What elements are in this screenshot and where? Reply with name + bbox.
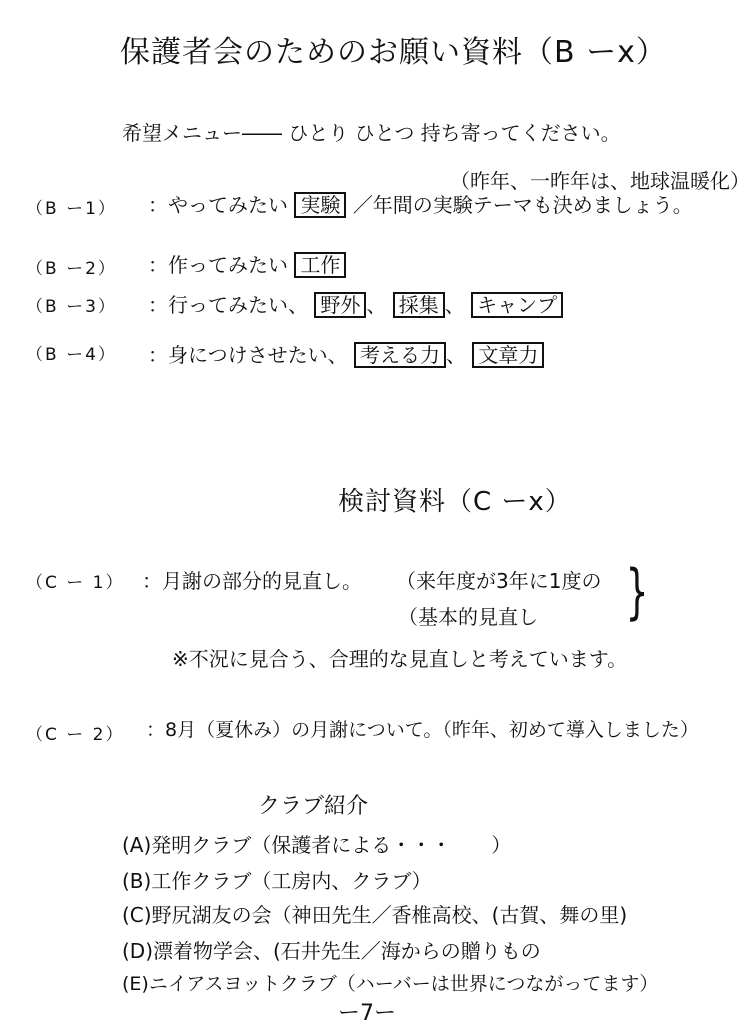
menu-line: 希望メニュー―― ひとり ひとつ 持ち寄ってください。 [122, 121, 621, 145]
club-item-c: (C)野尻湖友の会（神田先生／香椎高校、(古賀、舞の里) [122, 903, 628, 927]
item-b2-body [148, 252, 346, 278]
item-b4-label: （B ー4） [26, 345, 117, 365]
page-title [120, 36, 667, 69]
page-number: ー7ー [338, 1001, 396, 1026]
closing-brace: } [625, 557, 649, 627]
club-item-d: (D)漂着物学会、(石井先生／海からの贈りもの [122, 939, 541, 963]
item-b3-body: ：行ってみたい、 野外 、 採集 、 キャンプ [148, 292, 563, 318]
item-b1-suffix: ／年間の実験テーマも決めましょう。 [352, 193, 693, 217]
item-b1-body [148, 192, 693, 218]
box-outdoor: 野外 [314, 292, 366, 318]
item-b1-prefix: ：やってみたい [148, 193, 288, 217]
club-item-a: (A)発明クラブ（保護者による・・・ ） [122, 833, 512, 857]
box-collecting: 採集 [393, 292, 445, 318]
section2-title: 検討資料（C ーx） [338, 487, 572, 517]
item-c2-label: （C ー 2） [26, 725, 125, 745]
clubs-title: クラブ紹介 [258, 794, 369, 819]
item-c1-note1: （来年度が3年に1度の [396, 569, 602, 593]
box-writing: 文章力 [472, 342, 544, 368]
page-title-text: 保護者会のためのお願い資料（B ーx） [120, 35, 667, 70]
club-item-e: (E)ニイアスヨットクラブ（ハーバーは世界につながってます） [122, 973, 659, 995]
item-b4-body: ：身につけさせたい、 考える力 、 文章力 [148, 342, 544, 368]
box-thinking: 考える力 [354, 342, 446, 368]
box-experiment: 実験 [294, 192, 346, 218]
item-b2-label: （B ー2） [26, 259, 117, 279]
item-c1-note2: （基本的見直し [398, 605, 538, 629]
item-c1-text: ：月謝の部分的見直し。 [142, 569, 362, 593]
box-camp: キャンプ [471, 292, 563, 318]
item-b3-label: （B ー3） [26, 297, 117, 317]
club-item-b: (B)工作クラブ（工房内、クラブ） [122, 869, 432, 893]
item-c1-label: （C ー 1） [26, 573, 125, 593]
item-b4-prefix: ：身につけさせたい、 [148, 343, 348, 367]
box-craft: 工作 [294, 252, 346, 278]
item-c2-text: ：8月（夏休み）の月謝について。（昨年、初めて導入しました） [146, 719, 699, 741]
item-b3-prefix: ：行ってみたい、 [148, 293, 308, 317]
item-c1-remark: ※不況に見合う、合理的な見直しと考えています。 [172, 647, 628, 671]
item-b2-prefix: ：作ってみたい [148, 253, 288, 277]
previous-years-note: （昨年、一昨年は、地球温暖化） [450, 169, 750, 193]
item-b1-label: （B ー1） [26, 199, 117, 219]
